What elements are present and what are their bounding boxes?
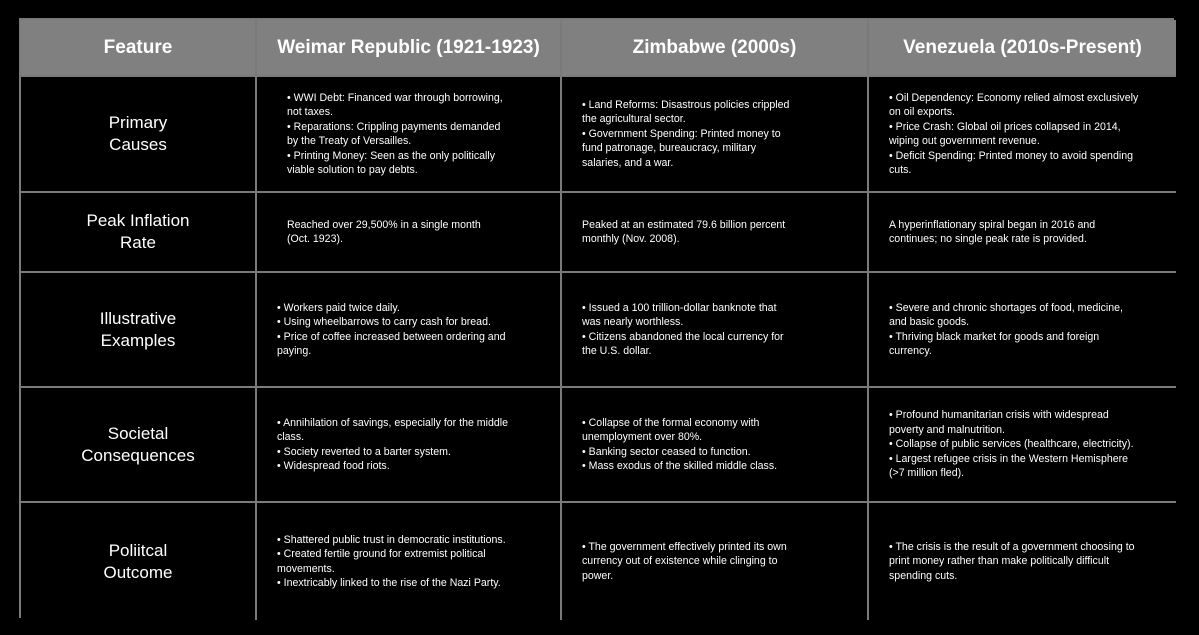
feature-cell <box>21 77 257 193</box>
cell-text-line: spending cuts. <box>889 569 958 582</box>
cell-text-line: • Annihilation of savings, especially for the middle <box>277 416 509 429</box>
cell-text-line: the agricultural sector. <box>582 113 686 126</box>
cell-text-line: • Created fertile ground for extremist political <box>277 548 486 560</box>
header-venezuela: Venezuela (2010s-Present) <box>869 20 1176 77</box>
cell-text-line: • Inextricably linked to the rise of the Nazi Party. <box>277 577 501 589</box>
cell-text-line: • Using wheelbarrows to carry cash for bread. <box>277 316 491 328</box>
cell-text-line: (Oct. 1923). <box>287 233 343 245</box>
feature-label-line: Examples <box>100 330 176 350</box>
feature-cell <box>21 193 257 273</box>
cell-text-line: Reached over 29,500% in a single month <box>287 218 481 231</box>
cell-text-line: • Price Crash: Global oil prices collapsed in 2014, <box>889 120 1121 133</box>
cell-text-line: • Workers paid twice daily. <box>277 301 400 314</box>
cell-text-line: on oil exports. <box>889 106 955 118</box>
cell-text-line: was nearly worthless. <box>582 316 684 328</box>
cell-text-line: class. <box>277 431 305 443</box>
feature-label-line: Primary <box>108 113 168 132</box>
cell-text-line: monthly (Nov. 2008). <box>582 233 680 245</box>
feature-label-line: Rate <box>120 233 156 252</box>
feature-label-line: Peak Inflation <box>86 211 190 230</box>
cell-text-line: power. <box>582 569 614 582</box>
cell-text-line: • Issued a 100 trillion-dollar banknote that <box>582 301 777 314</box>
cell-text-line: • Society reverted to a barter system. <box>277 445 451 458</box>
comparison-table <box>19 18 1174 618</box>
cell-text-line: (>7 million fled). <box>889 467 965 480</box>
cell-text-line: • Profound humanitarian crisis with widespread <box>889 409 1109 422</box>
cell-text-line: • Collapse of public services (healthcare, electricity). <box>889 438 1134 451</box>
cell-text-line: salaries, and a war. <box>582 156 674 169</box>
cell-text-line: unemployment over 80%. <box>582 431 703 443</box>
weimar-cell <box>257 503 562 620</box>
weimar-cell <box>257 193 562 273</box>
cell-text-line: viable solution to pay debts. <box>287 164 418 176</box>
cell-text-line: movements. <box>277 562 335 575</box>
cell-text-line: • Printing Money: Seen as the only politically <box>287 149 496 162</box>
cell-text-line: paying. <box>277 345 312 357</box>
cell-text-line: • Shattered public trust in democratic institutions. <box>277 533 506 546</box>
weimar-cell <box>257 388 562 503</box>
weimar-cell <box>257 273 562 388</box>
cell-text-line: and basic goods. <box>889 316 970 328</box>
cell-text-line: A hyperinflationary spiral began in 2016 and <box>889 218 1096 231</box>
cell-text-line: • Deficit Spending: Printed money to avoid spending <box>889 149 1133 162</box>
header-weimar: Weimar Republic (1921-1923) <box>257 20 562 77</box>
cell-text-line: • Widespread food riots. <box>277 460 390 472</box>
zimbabwe-cell <box>562 503 869 620</box>
venezuela-cell <box>869 77 1176 193</box>
feature-label-line: Consequences <box>81 445 195 465</box>
feature-label-line: Illustrative <box>99 308 177 328</box>
cell-text-line: • Land Reforms: Disastrous policies crippled <box>582 98 790 111</box>
cell-text-line: continues; no single peak rate is provided. <box>889 233 1087 245</box>
venezuela-cell <box>869 503 1176 620</box>
cell-text-line: poverty and malnutrition. <box>889 423 1006 436</box>
cell-text-line: Peaked at an estimated 79.6 billion percent <box>582 218 786 231</box>
cell-text-line: • Banking sector ceased to function. <box>582 445 751 458</box>
header-zimbabwe: Zimbabwe (2000s) <box>562 20 869 77</box>
cell-text-line: the U.S. dollar. <box>582 345 652 357</box>
cell-text-line: • Collapse of the formal economy with <box>582 416 760 429</box>
zimbabwe-cell <box>562 273 869 388</box>
cell-text-line: • Severe and chronic shortages of food, medicine, <box>889 301 1123 314</box>
cell-text-line: fund patronage, bureaucracy, military <box>582 142 757 155</box>
feature-cell <box>21 503 257 620</box>
cell-text-line: not taxes. <box>287 106 333 118</box>
cell-text-line: currency. <box>889 345 932 357</box>
cell-text-line: cuts. <box>889 164 912 176</box>
cell-text-line: wiping out government revenue. <box>889 135 1040 147</box>
feature-label-line: Societal <box>107 423 169 443</box>
cell-text-line: • Oil Dependency: Economy relied almost exclusively <box>889 91 1139 104</box>
venezuela-cell <box>869 273 1176 388</box>
cell-text-line: • The crisis is the result of a government choosing to <box>889 540 1135 553</box>
cell-text-line: • The government effectively printed its own <box>582 540 787 553</box>
header-feature: Feature <box>21 20 257 77</box>
cell-text-line: currency out of existence while clinging to <box>582 555 778 568</box>
cell-text-line: • Government Spending: Printed money to <box>582 127 781 140</box>
venezuela-cell <box>869 388 1176 503</box>
zimbabwe-cell <box>562 77 869 193</box>
cell-text-line: • Mass exodus of the skilled middle class. <box>582 460 778 472</box>
cell-text-line: • Largest refugee crisis in the Western Hemisphere <box>889 452 1129 465</box>
weimar-cell <box>257 77 562 193</box>
cell-text-line: • Thriving black market for goods and foreign <box>889 330 1100 343</box>
feature-cell <box>21 388 257 503</box>
feature-cell <box>21 273 257 388</box>
cell-text-line: • WWI Debt: Financed war through borrowing, <box>287 91 503 104</box>
cell-text-line: print money rather than make politically difficult <box>889 555 1110 568</box>
zimbabwe-cell <box>562 388 869 503</box>
cell-text-line: • Price of coffee increased between ordering and <box>277 330 506 343</box>
feature-label-line: Causes <box>109 135 167 154</box>
zimbabwe-cell <box>562 193 869 273</box>
feature-label-line: Poliitcal <box>108 540 168 560</box>
cell-text-line: by the Treaty of Versailles. <box>287 135 412 147</box>
venezuela-cell <box>869 193 1176 273</box>
cell-text-line: • Reparations: Crippling payments demanded <box>287 120 501 133</box>
feature-label-line: Outcome <box>103 562 173 582</box>
cell-text-line: • Citizens abandoned the local currency for <box>582 330 784 343</box>
